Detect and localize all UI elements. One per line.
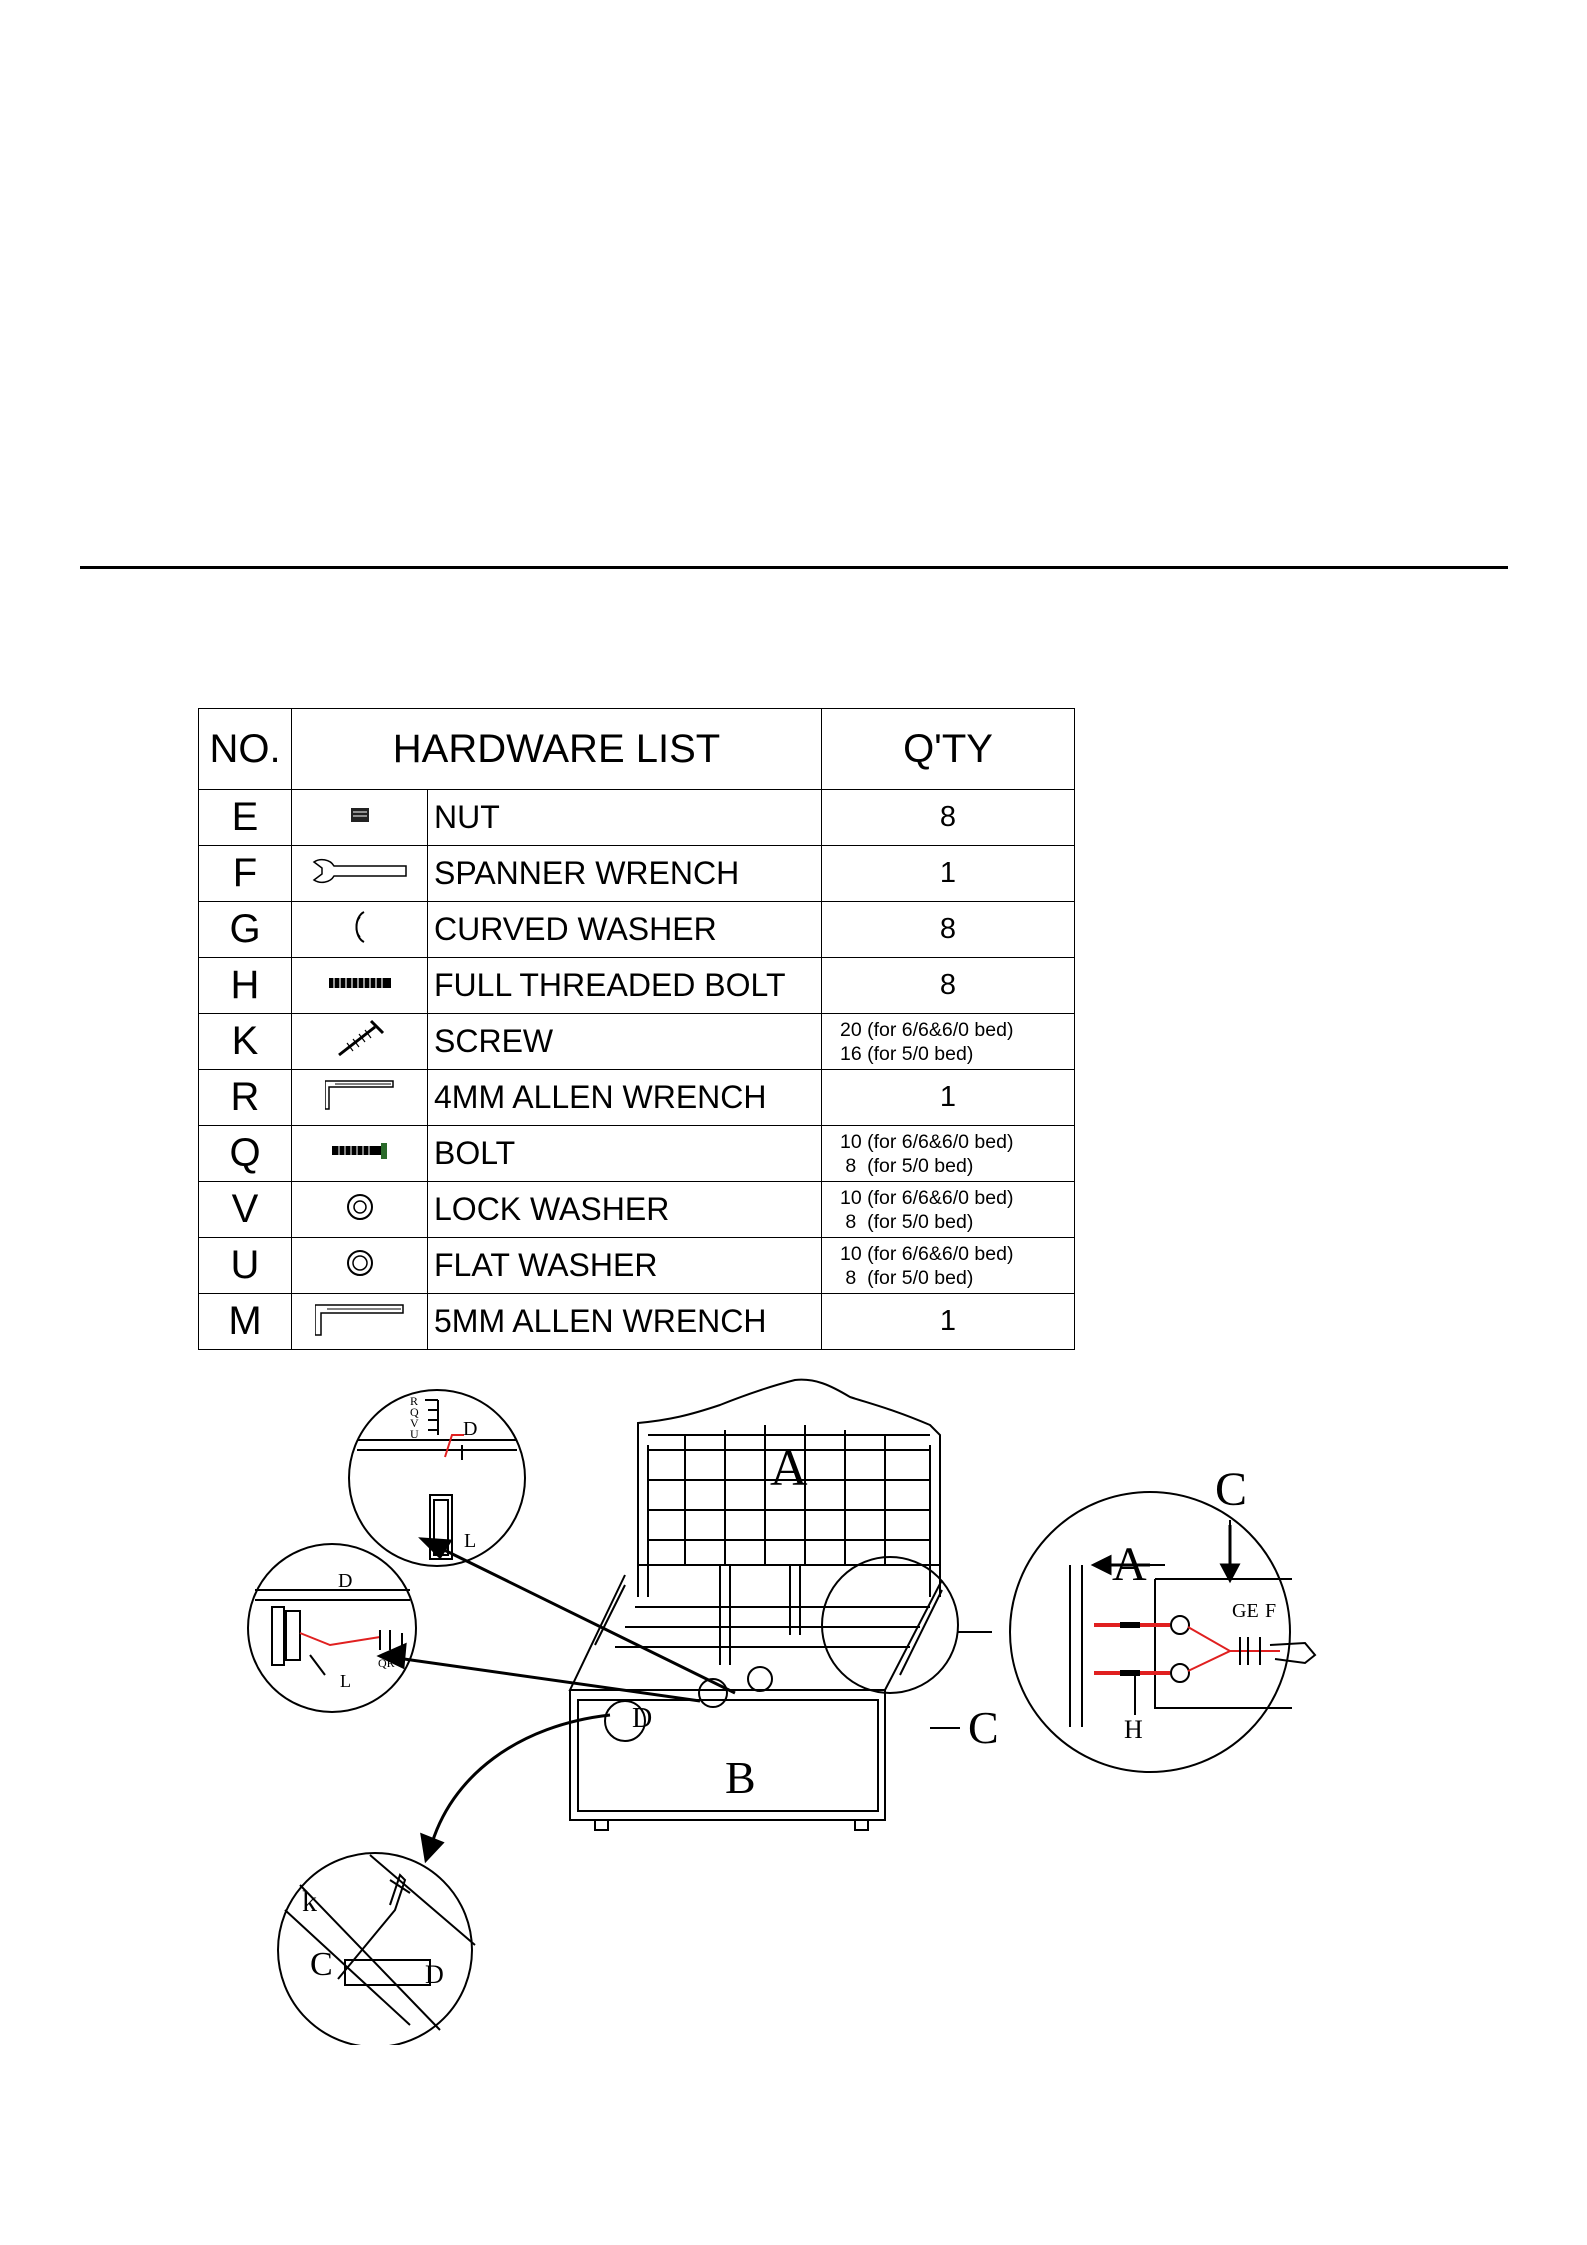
quantity-line: 10 (for 6/6&6/0 bed) (840, 1130, 1014, 1153)
item-icon-cell (292, 1126, 428, 1182)
item-name: SPANNER WRENCH (428, 846, 822, 902)
zoom-circle-bottom (278, 1853, 472, 2045)
quantity-line: 8 (for 5/0 bed) (840, 1210, 974, 1233)
table-row (199, 1294, 1075, 1350)
item-icon-cell (292, 1238, 428, 1294)
label-small-d: D (338, 1570, 353, 1592)
item-icon-cell (292, 790, 428, 846)
spanner-wrench-icon (310, 856, 410, 891)
item-icon-cell (292, 846, 428, 902)
item-quantity: 8 (822, 902, 1075, 958)
item-quantity: 1 (822, 846, 1075, 902)
table-row (199, 1182, 1075, 1238)
item-number: R (199, 1070, 292, 1126)
item-icon-cell (292, 902, 428, 958)
quantity-line: 16 (for 5/0 bed) (840, 1042, 974, 1065)
item-quantity: 1 (822, 1294, 1075, 1350)
label-detail-d: D (463, 1418, 478, 1440)
curved-washer-icon (348, 909, 372, 950)
quantity-line: 8 (for 5/0 bed) (840, 1154, 974, 1177)
table-row (199, 1126, 1075, 1182)
callout-arrows (380, 1525, 1238, 1860)
item-name: LOCK WASHER (428, 1182, 822, 1238)
label-detail-wrench: F (1265, 1600, 1277, 1622)
assembly-diagram-svg (230, 1375, 1360, 2045)
label-stack-v: V (410, 1416, 419, 1430)
item-number: K (199, 1014, 292, 1070)
label-detail-d2: D (425, 1960, 444, 1989)
callout-headboard-joint (822, 1557, 958, 1693)
table-row (199, 846, 1075, 902)
item-number: U (199, 1238, 292, 1294)
header-qty: Q'TY (822, 709, 1075, 790)
label-detail-bolt: H (1124, 1715, 1143, 1744)
bolt-icon (331, 1142, 389, 1165)
label-detail-a: A (1112, 1538, 1147, 1591)
item-quantity (822, 1238, 1075, 1294)
item-name: CURVED WASHER (428, 902, 822, 958)
item-quantity: 1 (822, 1070, 1075, 1126)
flat-washer-icon (345, 1248, 375, 1283)
item-name: FLAT WASHER (428, 1238, 822, 1294)
label-slat-support: D (632, 1703, 653, 1734)
label-small-l: L (340, 1671, 351, 1691)
bed-frame (570, 1575, 942, 1830)
item-name: 4MM ALLEN WRENCH (428, 1070, 822, 1126)
quantity-line: 8 (for 5/0 bed) (840, 1266, 974, 1289)
threaded-bolt-icon (328, 975, 392, 996)
table-row (199, 790, 1075, 846)
label-stack-r: R (410, 1394, 419, 1408)
item-quantity (822, 1126, 1075, 1182)
label-detail-c: C (1215, 1463, 1248, 1516)
label-headboard: A (770, 1440, 808, 1497)
hardware-list-table (198, 708, 1075, 1350)
label-stack-u: U (410, 1427, 419, 1441)
table-row (199, 1014, 1075, 1070)
zoom-circle-middle (248, 1544, 416, 1712)
table-header-row (199, 709, 1075, 790)
nut-icon (349, 806, 371, 829)
item-number: M (199, 1294, 292, 1350)
item-number: V (199, 1182, 292, 1238)
label-stack-q: Q (410, 1405, 419, 1419)
item-number: Q (199, 1126, 292, 1182)
header-no: NO. (199, 709, 292, 790)
item-name: NUT (428, 790, 822, 846)
item-quantity: 8 (822, 958, 1075, 1014)
item-number: G (199, 902, 292, 958)
item-number: E (199, 790, 292, 846)
item-number: F (199, 846, 292, 902)
item-icon-cell (292, 958, 428, 1014)
table-row (199, 1070, 1075, 1126)
quantity-line: 10 (for 6/6&6/0 bed) (840, 1186, 1014, 1209)
callout-center-2 (748, 1667, 772, 1691)
item-name: SCREW (428, 1014, 822, 1070)
label-detail-c2: C (310, 1946, 333, 1983)
page-divider (80, 566, 1508, 569)
headboard-panel (638, 1380, 940, 1665)
lock-washer-icon (345, 1192, 375, 1227)
screw-icon (335, 1019, 385, 1064)
label-detail-l: L (464, 1530, 477, 1552)
label-footboard: B (725, 1752, 756, 1803)
item-quantity (822, 1014, 1075, 1070)
assembly-diagram (230, 1375, 1360, 2050)
item-name: FULL THREADED BOLT (428, 958, 822, 1014)
label-side-rail: C (968, 1702, 999, 1753)
item-name: BOLT (428, 1126, 822, 1182)
label-detail-k: k (302, 1885, 317, 1918)
header-hardware-list: HARDWARE LIST (292, 709, 822, 790)
table-row (199, 958, 1075, 1014)
label-small-qr: QR (378, 1656, 395, 1670)
item-quantity: 8 (822, 790, 1075, 846)
item-icon-cell (292, 1070, 428, 1126)
quantity-line: 20 (for 6/6&6/0 bed) (840, 1018, 1014, 1041)
item-icon-cell (292, 1182, 428, 1238)
item-icon-cell (292, 1014, 428, 1070)
label-detail-washers: GE (1232, 1600, 1259, 1622)
item-icon-cell (292, 1294, 428, 1350)
table-row (199, 1238, 1075, 1294)
table-row (199, 902, 1075, 958)
allen-wrench-icon (325, 1079, 395, 1116)
item-quantity (822, 1182, 1075, 1238)
zoom-circle-right (1010, 1492, 1290, 1772)
quantity-line: 10 (for 6/6&6/0 bed) (840, 1242, 1014, 1265)
item-number: H (199, 958, 292, 1014)
allen-wrench-large-icon (315, 1301, 405, 1342)
item-name: 5MM ALLEN WRENCH (428, 1294, 822, 1350)
